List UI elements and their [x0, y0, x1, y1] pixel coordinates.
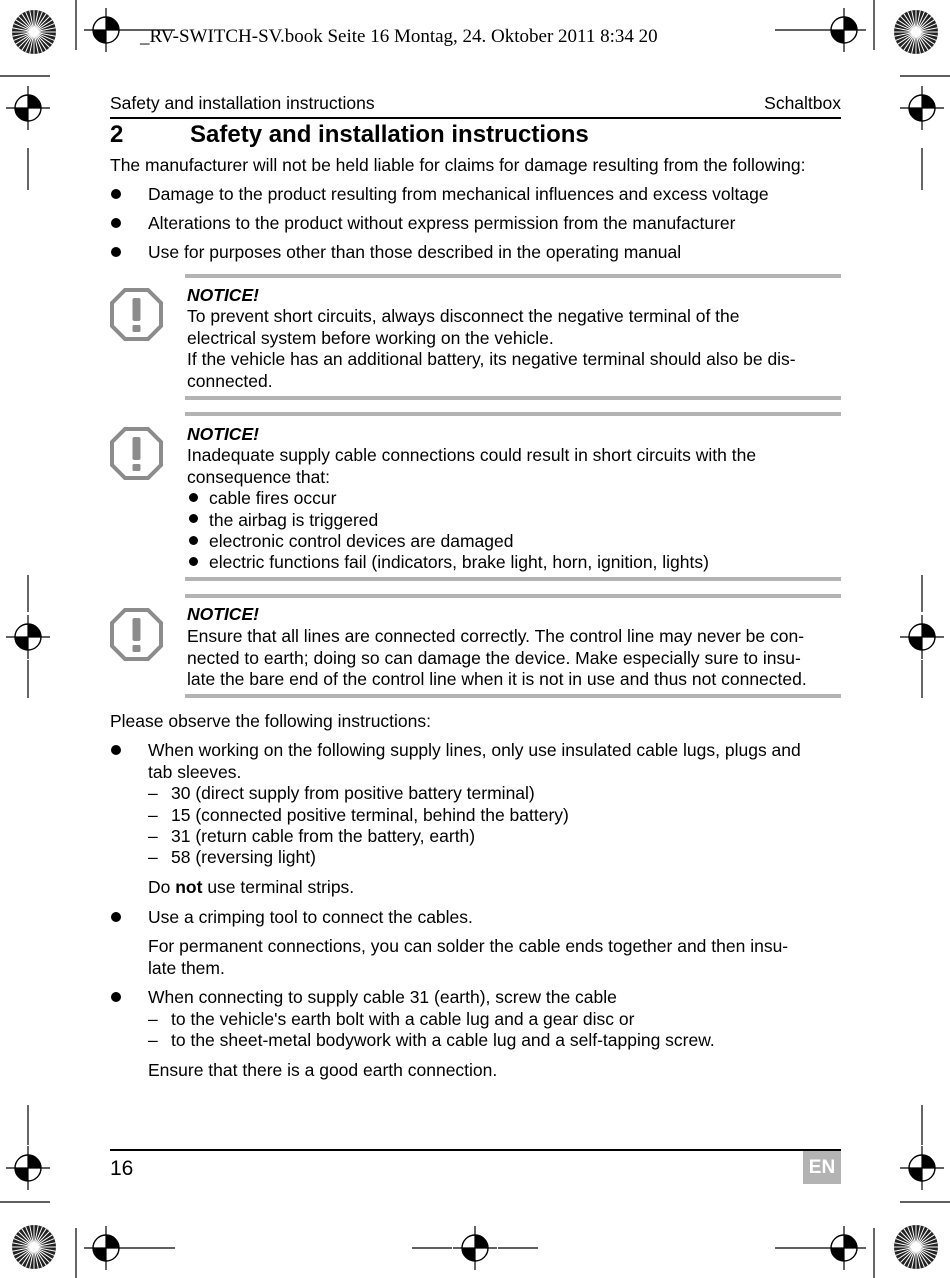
- instruction-note: late them.: [148, 958, 225, 978]
- bullet-dot: [111, 189, 121, 199]
- terminal-item: 30 (direct supply from positive battery terminal): [171, 783, 535, 803]
- notice-text: connected.: [187, 371, 273, 391]
- section-heading: [110, 121, 589, 149]
- page-number: 16: [110, 1157, 134, 1180]
- running-header-right: Schaltbox: [764, 93, 841, 113]
- language-badge: EN: [803, 1151, 841, 1184]
- instruction-text: When working on the following supply lines, only use insulated cable lugs, plugs and: [148, 740, 801, 760]
- dash-glyph: –: [148, 1030, 158, 1050]
- instruction-note: Ensure that there is a good earth connection.: [148, 1060, 498, 1080]
- notice-bullet-item: electronic control devices are damaged: [209, 531, 514, 551]
- instruction-note: For permanent connections, you can solder the cable ends together and then insu-: [148, 936, 789, 956]
- note-emphasis: not: [175, 877, 203, 897]
- section-number: 2: [110, 121, 124, 148]
- bullet-dot: [189, 493, 198, 502]
- notice-text: nected to earth; doing so can damage the device. Make especially sure to insu-: [187, 648, 801, 668]
- notice-text: If the vehicle has an additional battery, its negative terminal should also be dis-: [187, 349, 796, 369]
- bullet-dot: [111, 745, 121, 755]
- bullet-dot: [189, 557, 198, 566]
- notice-title: NOTICE!: [187, 424, 259, 444]
- notice-top-rule: [185, 594, 841, 598]
- running-header-left: Safety and installation instructions: [110, 93, 375, 113]
- observe-intro: Please observe the following instructions:: [110, 711, 432, 731]
- notice-text: electrical system before working on the vehicle.: [187, 328, 554, 348]
- notice-bullet-item: cable fires occur: [209, 488, 337, 508]
- liability-item: Damage to the product resulting from mechanical influences and excess voltage: [148, 184, 769, 204]
- earth-option: to the sheet-metal bodywork with a cable lug and a self-tapping screw.: [171, 1030, 715, 1050]
- book-imprint-line: _RV-SWITCH-SV.book Seite 16 Montag, 24. Oktober 2011 8:34 20: [140, 26, 658, 47]
- exclamation-octagon-icon: [109, 607, 164, 662]
- instruction-text: Use a crimping tool to connect the cables.: [148, 907, 473, 927]
- dash-glyph: –: [148, 783, 158, 803]
- notice-text: Inadequate supply cable connections could result in short circuits with the: [187, 445, 757, 465]
- dash-glyph: –: [148, 1009, 158, 1029]
- header-rule: [110, 117, 841, 119]
- terminal-item: 58 (reversing light): [171, 847, 316, 867]
- notice-top-rule: [185, 274, 841, 278]
- exclamation-octagon-icon: [109, 287, 164, 342]
- note-pre: Do: [148, 877, 176, 897]
- bullet-dot: [111, 912, 121, 922]
- notice-text: late the bare end of the control line when it is not in use and thus not connected.: [187, 669, 807, 689]
- note-post: use terminal strips.: [202, 877, 355, 897]
- bullet-dot: [111, 218, 121, 228]
- bullet-dot: [111, 247, 121, 257]
- dash-glyph: –: [148, 847, 158, 867]
- dash-glyph: –: [148, 826, 158, 846]
- terminal-item: 15 (connected positive terminal, behind the battery): [171, 805, 569, 825]
- liability-intro: The manufacturer will not be held liable for claims for damage resulting from the following:: [110, 155, 806, 175]
- notice-title: NOTICE!: [187, 604, 259, 624]
- running-header: [110, 93, 841, 114]
- notice-text: consequence that:: [187, 467, 331, 487]
- liability-item: Alterations to the product without express permission from the manufacturer: [148, 213, 736, 233]
- terminal-item: 31 (return cable from the battery, earth): [171, 826, 476, 846]
- notice-title: NOTICE!: [187, 285, 259, 305]
- bullet-dot: [189, 514, 198, 523]
- notice-top-rule: [185, 412, 841, 416]
- instruction-note: [148, 877, 354, 899]
- notice-bullet-item: electric functions fail (indicators, brake light, horn, ignition, lights): [209, 552, 709, 572]
- footer-rule: [110, 1149, 841, 1151]
- earth-option: to the vehicle's earth bolt with a cable lug and a gear disc or: [171, 1009, 635, 1029]
- notice-text: Ensure that all lines are connected correctly. The control line may never be con-: [187, 626, 805, 646]
- bullet-dot: [111, 992, 121, 1002]
- notice-bottom-rule: [185, 694, 841, 698]
- instruction-text: tab sleeves.: [148, 762, 242, 782]
- notice-bottom-rule: [185, 396, 841, 400]
- dash-glyph: –: [148, 805, 158, 825]
- exclamation-octagon-icon: [109, 426, 164, 481]
- bullet-dot: [189, 536, 198, 545]
- notice-text: To prevent short circuits, always disconnect the negative terminal of the: [187, 306, 740, 326]
- notice-bullet-item: the airbag is triggered: [209, 510, 379, 530]
- instruction-text: When connecting to supply cable 31 (earth), screw the cable: [148, 987, 617, 1007]
- section-title: Safety and installation instructions: [190, 121, 589, 148]
- liability-item: Use for purposes other than those described in the operating manual: [148, 242, 682, 262]
- notice-bottom-rule: [185, 577, 841, 581]
